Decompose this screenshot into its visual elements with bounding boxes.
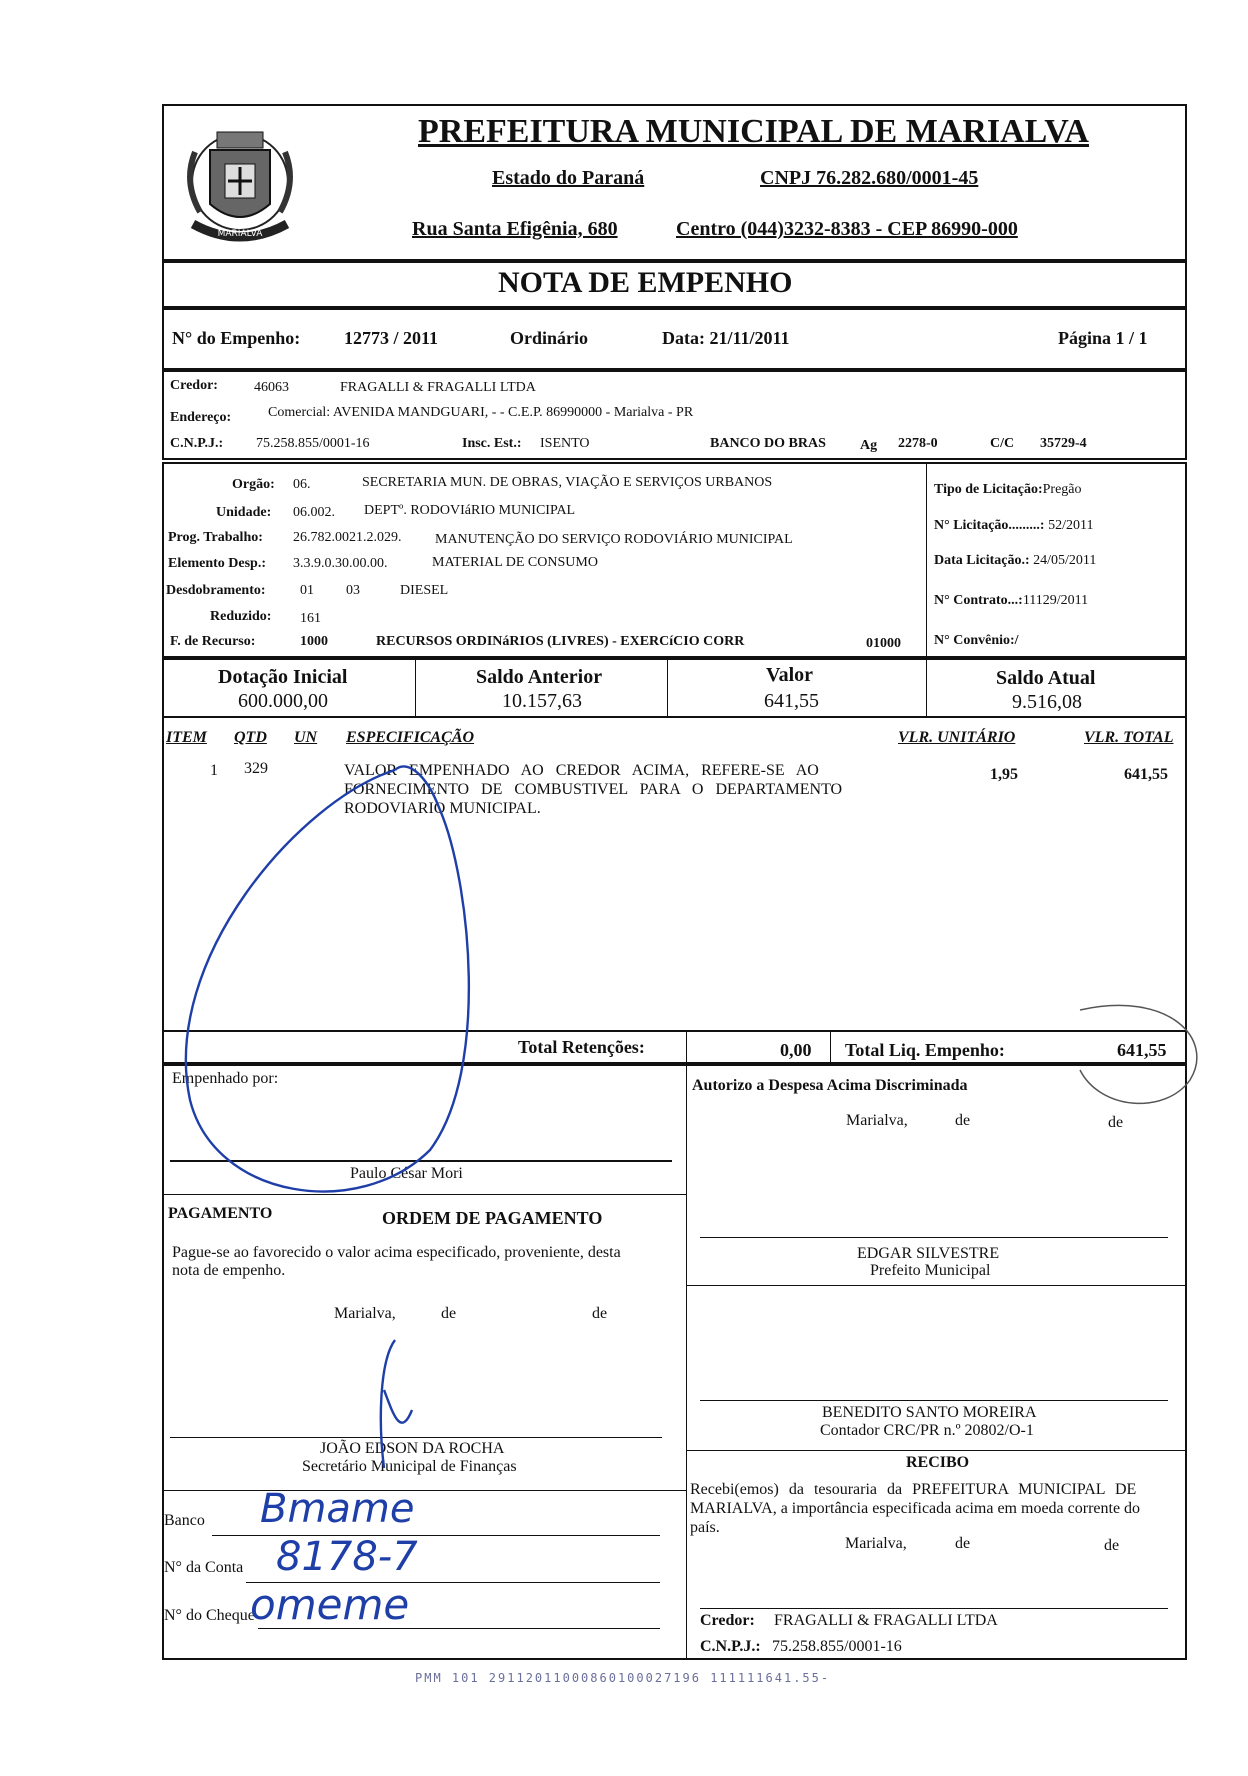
unidade-name: DEPTº. RODOVIáRIO MUNICIPAL <box>364 503 576 518</box>
recibo-line2: MARIALVA, a importância especificada acima em moeda corrente do <box>690 1500 1141 1517</box>
pague-se-line2: nota de empenho. <box>172 1262 286 1279</box>
data-licitacao-label: Data Licitação.: <box>934 553 1030 568</box>
orgao-code: 06. <box>293 477 311 492</box>
row-unit-value: 1,95 <box>990 766 1018 783</box>
recibo-line3: país. <box>690 1519 720 1536</box>
agency-label: Ag <box>860 438 878 453</box>
cc-label: C/C <box>990 436 1015 451</box>
banco-label: Banco <box>164 1512 205 1529</box>
recibo-line1: Recebi(emos) da tesouraria da PREFEITURA MUNICIPAL DE <box>690 1481 1137 1498</box>
desdobramento-b: 03 <box>346 583 360 598</box>
pagamento-city: Marialva, <box>334 1305 396 1322</box>
elemento-name: MATERIAL DE CONSUMO <box>432 555 598 570</box>
desdobramento-label: Desdobramento: <box>166 583 266 598</box>
data-licitacao <box>934 553 1096 569</box>
row-qtd: 329 <box>244 760 268 777</box>
endereco-label: Endereço: <box>170 410 232 425</box>
page-number: Página 1 / 1 <box>1058 328 1148 348</box>
valor-value: 641,55 <box>764 690 819 712</box>
recibo-de1: de <box>955 1535 971 1552</box>
recibo-credor-nome: FRAGALLI & FRAGALLI LTDA <box>774 1612 998 1629</box>
insc-label: Insc. Est.: <box>462 436 522 451</box>
ordem-pagamento-label: ORDEM DE PAGAMENTO <box>382 1208 603 1228</box>
unidade-label: Unidade: <box>216 505 272 520</box>
insc-value: ISENTO <box>540 436 590 451</box>
saldo-atual-label: Saldo Atual <box>996 667 1096 689</box>
conta-handwritten: 8178-7 <box>276 1534 418 1580</box>
contrato-value: 11129/2011 <box>1022 593 1089 608</box>
autorizo-city: Marialva, <box>846 1112 908 1129</box>
row-total-value: 641,55 <box>1124 766 1168 783</box>
prog-name: MANUTENÇÃO DO SERVIÇO RODOVIÁRIO MUNICIPAL <box>435 532 793 547</box>
pagamento-de2: de <box>592 1305 608 1322</box>
coat-of-arms-icon <box>165 112 315 260</box>
credor-code: 46063 <box>254 380 289 395</box>
saldo-atual-value: 9.516,08 <box>1012 691 1082 713</box>
pagamento-de1: de <box>441 1305 457 1322</box>
fonte-name: RECURSOS ORDINáRIOS (LIVRES) - EXERCíCIO CORR <box>376 634 745 649</box>
empenho-type: Ordinário <box>510 328 589 348</box>
empenho-number: 12773 / 2011 <box>344 328 439 348</box>
endereco: Comercial: AVENIDA MANDGUARI, - - C.E.P. 86990000 - Marialva - PR <box>268 405 694 420</box>
col-unit-header: VLR. UNITÁRIO <box>898 729 1016 746</box>
numero-licitacao-label: N° Licitação.........: <box>934 518 1045 533</box>
credor-name: FRAGALLI & FRAGALLI LTDA <box>340 380 536 395</box>
total-liquido-value: 641,55 <box>1117 1040 1167 1060</box>
page-title: PREFEITURA MUNICIPAL DE MARIALVA <box>418 113 1089 150</box>
prefeito-nome: EDGAR SILVESTRE <box>857 1245 1000 1262</box>
total-retencoes-value: 0,00 <box>780 1040 812 1060</box>
dotacao-inicial-label: Dotação Inicial <box>218 666 348 688</box>
svg-text:MARIALVA: MARIALVA <box>217 229 263 239</box>
dotacao-inicial-value: 600.000,00 <box>238 690 328 712</box>
cheque-handwritten: omeme <box>250 1580 410 1629</box>
reduzido-value: 161 <box>300 611 321 626</box>
district-phone-cep: Centro (044)3232-8383 - CEP 86990-000 <box>676 218 1018 240</box>
tipo-licitacao-label: Tipo de Licitação: <box>934 482 1043 497</box>
total-retencoes-label: Total Retenções: <box>518 1037 645 1057</box>
street-address: Rua Santa Efigênia, 680 <box>412 218 618 240</box>
state-name: Estado do Paraná <box>492 167 645 189</box>
col-un-header: UN <box>294 729 318 746</box>
autorizo-label: Autorizo a Despesa Acima Discriminada <box>692 1077 968 1094</box>
row-spec-line1: VALOR EMPENHADO AO CREDOR ACIMA, REFERE-SE AO <box>344 762 819 779</box>
saldo-anterior-label: Saldo Anterior <box>476 666 603 688</box>
empenhado-nome: Paulo César Mori <box>350 1165 463 1182</box>
saldo-anterior-value: 10.157,63 <box>502 690 582 712</box>
contador-nome: BENEDITO SANTO MOREIRA <box>822 1404 1037 1421</box>
pague-se-line1: Pague-se ao favorecido o valor acima especificado, proveniente, desta <box>172 1244 621 1261</box>
elemento-code: 3.3.9.0.30.00.00. <box>293 556 388 571</box>
recibo-city: Marialva, <box>845 1535 907 1552</box>
recibo-cnpj: 75.258.855/0001-16 <box>772 1638 902 1655</box>
empenho-number-label: N° do Empenho: <box>172 328 301 348</box>
row-spec-line3: RODOVIARIO MUNICIPAL. <box>344 800 541 817</box>
recibo-cnpj-label: C.N.P.J.: <box>700 1638 761 1655</box>
bank-name: BANCO DO BRAS <box>710 436 826 451</box>
recibo-title: RECIBO <box>906 1454 970 1471</box>
prog-label: Prog. Trabalho: <box>168 530 263 545</box>
secretario-nome: JOÃO EDSON DA ROCHA <box>320 1440 505 1457</box>
secretario-cargo: Secretário Municipal de Finanças <box>302 1458 517 1475</box>
autorizo-de2: de <box>1108 1114 1124 1131</box>
cheque-label: N° do Cheque <box>164 1607 255 1624</box>
col-qtd-header: QTD <box>234 729 267 746</box>
recibo-de2: de <box>1104 1537 1120 1554</box>
data-licitacao-value: 24/05/2011 <box>1033 553 1097 568</box>
banco-handwritten: Bmame <box>260 1486 415 1532</box>
orgao-name: SECRETARIA MUN. DE OBRAS, VIAÇÃO E SERVIÇOS URBANOS <box>362 475 773 490</box>
col-total-header: VLR. TOTAL <box>1084 729 1174 746</box>
col-spec-header: ESPECIFICAÇÃO <box>346 729 475 746</box>
numero-licitacao-value: 52/2011 <box>1048 518 1094 533</box>
agency-value: 2278-0 <box>898 436 938 451</box>
fonte-number: 01000 <box>866 636 901 651</box>
numero-licitacao <box>934 518 1093 534</box>
prog-code: 26.782.0021.2.029. <box>293 530 402 545</box>
valor-label: Valor <box>766 664 814 686</box>
recibo-credor-label: Credor: <box>700 1612 755 1629</box>
pagamento-label: PAGAMENTO <box>168 1205 273 1222</box>
credor-cnpj: 75.258.855/0001-16 <box>256 436 370 451</box>
totals-box <box>162 1030 1187 1064</box>
convenio-label: N° Convênio:/ <box>934 633 1019 648</box>
empenhado-por-label: Empenhado por: <box>172 1070 279 1087</box>
conta-label: N° da Conta <box>164 1559 244 1576</box>
tipo-licitacao <box>934 482 1082 498</box>
row-spec-line2: FORNECIMENTO DE COMBUSTIVEL PARA O DEPARTAMENTO <box>344 781 843 798</box>
footer-code: PMM 101 29112011000860100027196 111111641.55- <box>415 1671 831 1685</box>
desdobramento-name: DIESEL <box>400 583 449 598</box>
fonte-code: 1000 <box>300 634 328 649</box>
contrato-label: N° Contrato...: <box>934 593 1023 608</box>
col-item-header: ITEM <box>166 729 207 746</box>
total-liquido-label: Total Liq. Empenho: <box>845 1040 1005 1060</box>
unidade-code: 06.002. <box>293 505 335 520</box>
contrato <box>934 593 1088 609</box>
reduzido-label: Reduzido: <box>210 609 272 624</box>
elemento-label: Elemento Desp.: <box>168 556 266 571</box>
tipo-licitacao-value: Pregão <box>1042 482 1082 497</box>
desdobramento-a: 01 <box>300 583 314 598</box>
cc-value: 35729-4 <box>1040 436 1087 451</box>
empenho-date: Data: 21/11/2011 <box>662 328 790 348</box>
contador-cargo: Contador CRC/PR n.º 20802/O-1 <box>820 1422 1034 1439</box>
prefeito-cargo: Prefeito Municipal <box>870 1262 991 1279</box>
autorizo-de1: de <box>955 1112 971 1129</box>
cnpj-header: CNPJ 76.282.680/0001-45 <box>760 167 979 189</box>
credor-label: Credor: <box>170 378 218 393</box>
signature-line <box>170 1160 672 1162</box>
doc-title: NOTA DE EMPENHO <box>498 266 793 299</box>
cnpj-label: C.N.P.J.: <box>170 436 224 451</box>
fonte-label: F. de Recurso: <box>170 634 256 649</box>
orgao-label: Orgão: <box>232 477 275 492</box>
row-item: 1 <box>210 762 218 779</box>
